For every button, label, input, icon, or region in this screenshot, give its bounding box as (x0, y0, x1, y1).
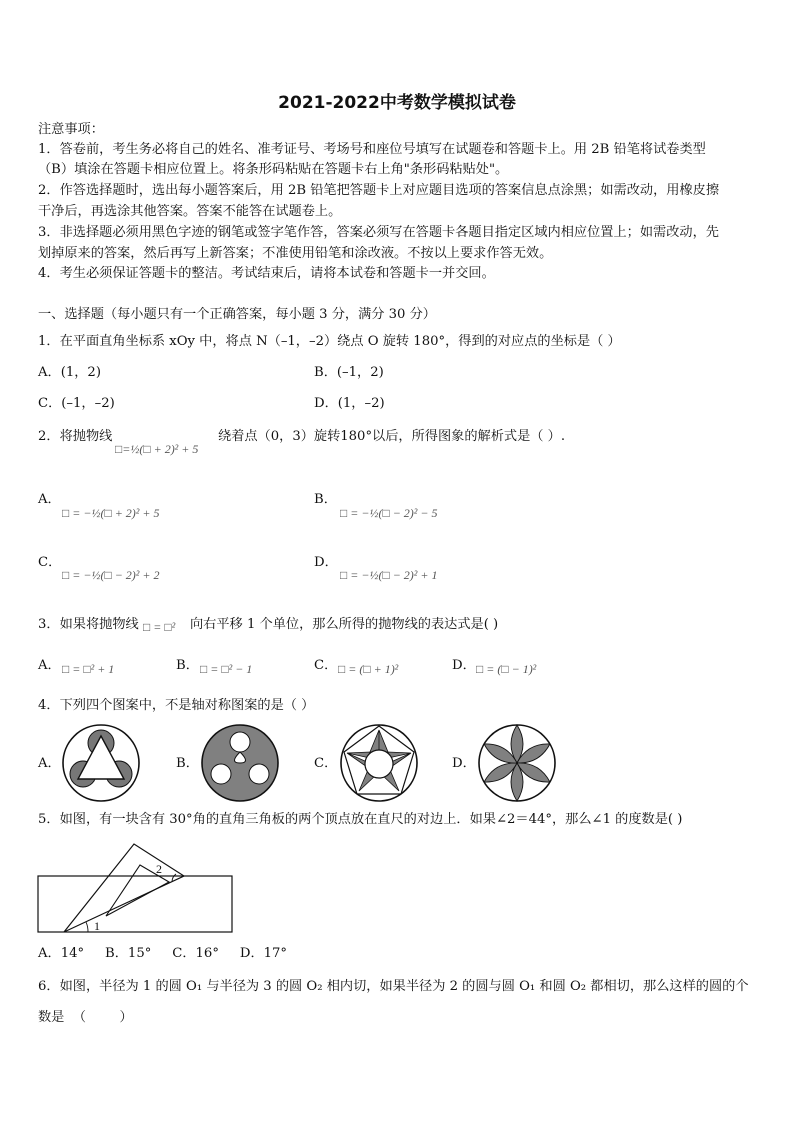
q3-option-b-label: B． (176, 658, 199, 673)
question-2-stem-end: 绕着点（0，3）旋转180°以后，所得图象的解析式是（ ）. (218, 429, 566, 444)
question-3-stem-start: 3．如果将抛物线 (38, 617, 139, 632)
q1-option-a: A．(1，2) (38, 365, 101, 380)
q1-option-d: D．(1，–2) (314, 396, 385, 411)
q5-ruler-triangle-figure (36, 836, 236, 938)
q3-option-b-formula: □ = □² − 1 (200, 662, 253, 676)
section-heading: 一、选择题（每小题只有一个正确答案，每小题 3 分，满分 30 分） (38, 307, 436, 322)
q4-figure-b (199, 722, 281, 804)
q4-figure-d (476, 722, 558, 804)
page-title: 2021-2022中考数学模拟试卷 (278, 93, 516, 113)
notice-line: 干净后，再选涂其他答案。答案不能答在试题卷上。 (38, 204, 342, 219)
angle-1-label: 1 (94, 919, 100, 933)
q3-option-c-formula: □ = (□ + 1)² (338, 662, 399, 676)
question-4-stem: 4．下列四个图案中，不是轴对称图案的是（ ） (38, 698, 315, 713)
notice-line: 2．作答选择题时，选出每小题答案后，用 2B 铅笔把答题卡上对应题目选项的答案信息点涂黑；如需改动，用橡皮擦 (38, 183, 720, 198)
q3-option-a-formula: □ = □² + 1 (62, 662, 115, 676)
q5-options: A．14° B．15° C．16° D．17° (38, 946, 288, 961)
q4-figure-c (338, 722, 420, 804)
question-6-stem-line2: 数是 （ ） (38, 1010, 133, 1025)
q2-formula: □=½(□ + 2)² + 5 (115, 442, 199, 456)
q2-option-a-formula: □ = −½(□ + 2)² + 5 (62, 506, 160, 520)
q3-option-d-label: D． (452, 658, 476, 673)
notice-heading: 注意事项： (38, 122, 104, 137)
question-5-stem: 5．如图，有一块含有 30°角的直角三角板的两个顶点放在直尺的对边上．如果∠2＝44°，那么∠1 的度数是( ) (38, 812, 683, 827)
notice-line: 划掉原来的答案，然后再写上新答案；不准使用铅笔和涂改液。不按以上要求作答无效。 (38, 246, 553, 261)
notice-line: （B）填涂在答题卡相应位置上。将条形码粘贴在答题卡右上角"条形码粘贴处"。 (38, 162, 509, 177)
q2-option-b-formula: □ = −½(□ − 2)² − 5 (340, 506, 438, 520)
question-1-stem: 1．在平面直角坐标系 xOy 中，将点 N（–1，–2）绕点 O 旋转 180°，得到的对应点的坐标是（ ） (38, 334, 621, 349)
q2-option-c-formula: □ = −½(□ − 2)² + 2 (62, 568, 160, 582)
q3-formula: □ = □² (143, 620, 176, 634)
q3-option-d-formula: □ = (□ − 1)² (476, 662, 537, 676)
q2-option-c-label: C． (38, 555, 62, 570)
notice-line: 4．考生必须保证答题卡的整洁。考试结束后，请将本试卷和答题卡一并交回。 (38, 266, 495, 281)
notice-line: 1．答卷前，考生务必将自己的姓名、准考证号、考场号和座位号填写在试题卷和答题卡上。用 2B 铅笔将试卷类型 (38, 142, 706, 157)
q1-option-c: C．(–1，–2) (38, 396, 115, 411)
q1-option-b: B．(–1，2) (314, 365, 384, 380)
notice-line: 3．非选择题必须用黑色字迹的钢笔或签字笔作答，答案必须写在答题卡各题目指定区域内相应位置上；如需改动，先 (38, 225, 719, 240)
q3-option-a-label: A． (38, 658, 61, 673)
angle-2-label: 2 (156, 862, 162, 876)
q4-figure-a (60, 722, 142, 804)
question-3-stem-end: 向右平移 1 个单位，那么所得的抛物线的表达式是( ) (190, 617, 499, 632)
question-6-stem-line1: 6．如图，半径为 1 的圆 O₁ 与半径为 3 的圆 O₂ 相内切，如果半径为 2 的圆与圆 O₁ 和圆 O₂ 都相切，那么这样的圆的个 (38, 979, 749, 994)
question-2-stem-start: 2．将抛物线 (38, 429, 113, 444)
q4-option-a-label: A． (38, 756, 61, 771)
q2-option-d-label: D． (314, 555, 338, 570)
q4-option-d-label: D． (452, 756, 476, 771)
q2-option-a-label: A． (38, 492, 61, 507)
q2-option-d-formula: □ = −½(□ − 2)² + 1 (340, 568, 438, 582)
q2-option-b-label: B． (314, 492, 337, 507)
q4-option-c-label: C． (314, 756, 338, 771)
q4-option-b-label: B． (176, 756, 199, 771)
q3-option-c-label: C． (314, 658, 338, 673)
